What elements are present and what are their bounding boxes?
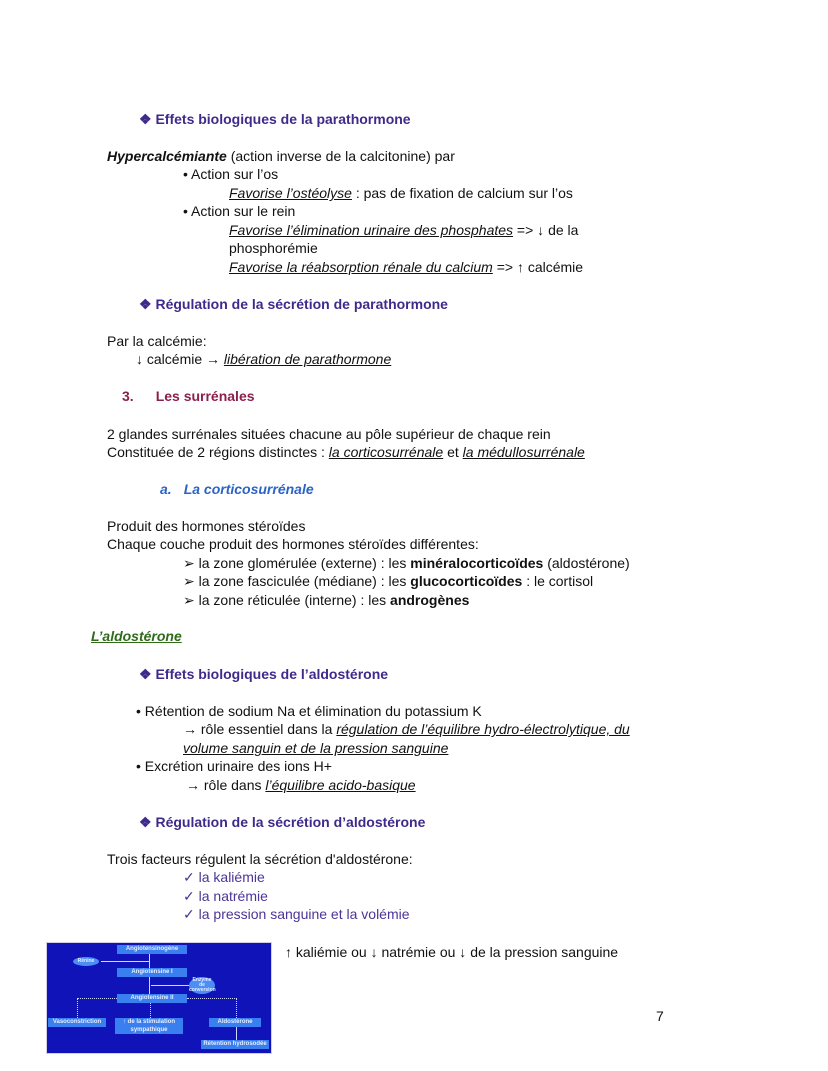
surrenales-line-1: 2 glandes surrénales situées chacune au pôle supérieur de chaque rein — [107, 426, 551, 442]
cortico-zone-glomerulee: ➢ la zone glomérulée (externe) : les minéralocorticoïdes (aldostérone) — [183, 555, 630, 571]
aldo-factor-kaliemie: ✓ la kaliémie — [183, 869, 265, 885]
pth-bullet-rein-detail-2: Favorise la réabsorption rénale du calcium => ↑ calcémie — [229, 259, 584, 275]
pth-intro: Hypercalcémiante (action inverse de la calcitonine) par — [107, 148, 455, 164]
heading-surrenales: 3. Les surrénales — [122, 388, 255, 404]
diagram-arrow — [236, 1027, 237, 1040]
diagram-angiotensinogene: Angiotensinogène — [117, 945, 187, 954]
diagram-arrow — [149, 977, 150, 994]
diagram-dotted-line — [77, 998, 78, 1018]
diamond-bullet-icon: ❖ — [139, 666, 152, 682]
heading-aldosterone: L’aldostérone — [91, 628, 182, 644]
heading-corticosurrenale: a. La corticosurrénale — [160, 481, 314, 497]
diagram-renine: Rénine — [73, 957, 99, 966]
aldo-factor-natremie: ✓ la natrémie — [183, 888, 268, 904]
diagram-dotted-line — [150, 1003, 151, 1018]
page-number: 7 — [656, 1008, 664, 1024]
heading-aldo-effects: ❖ Effets biologiques de l’aldostérone — [139, 666, 389, 682]
diagram-retention-hydrosodee: Rétention hydrosodée — [201, 1040, 269, 1049]
aldo-bullet-sodium: • Rétention de sodium Na et élimination du potassium K — [136, 703, 482, 719]
aldo-bullet-h-ions-detail: → rôle dans l’équilibre acido-basique — [186, 777, 416, 793]
aldo-trigger-text: ↑ kaliémie ou ↓ natrémie ou ↓ de la pression sanguine — [285, 944, 619, 960]
aldo-regulation-intro: Trois facteurs régulent la sécrétion d'aldostérone: — [107, 851, 413, 867]
diagram-arrow — [151, 985, 189, 986]
diagram-stimulation-sympathique: ↑ de la stimulation sympathique — [115, 1018, 183, 1034]
pth-regulation-line-2: ↓ calcémie → libération de parathormone — [136, 351, 392, 367]
diagram-dotted-line — [236, 998, 237, 1018]
diamond-bullet-icon: ❖ — [139, 814, 152, 830]
aldo-bullet-h-ions: • Excrétion urinaire des ions H+ — [136, 758, 332, 774]
diagram-enzyme-conversion: Enzyme de conversion — [189, 977, 216, 993]
diagram-angiotensine-1: Angiotensine I — [117, 968, 187, 977]
diagram-arrow — [149, 954, 150, 968]
surrenales-line-2: Constituée de 2 régions distinctes : la corticosurrénale et la médullosurrénale — [107, 444, 585, 460]
diamond-bullet-icon: ❖ — [139, 111, 152, 127]
heading-pth-effects: ❖ Effets biologiques de la parathormone — [139, 111, 411, 127]
cortico-zone-fasciculee: ➢ la zone fasciculée (médiane) : les glucocorticoïdes : le cortisol — [183, 573, 594, 589]
cortico-line-2: Chaque couche produit des hormones stéroïdes différentes: — [107, 536, 479, 552]
aldo-factor-pression: ✓ la pression sanguine et la volémie — [183, 906, 410, 922]
pth-bullet-os: • Action sur l’os — [183, 166, 279, 182]
aldo-bullet-sodium-detail: → rôle essentiel dans la régulation de l’équilibre hydro-électrolytique, du — [183, 721, 630, 737]
diamond-bullet-icon: ❖ — [139, 296, 152, 312]
diagram-dotted-line — [77, 998, 117, 999]
pth-bullet-rein-detail-1: Favorise l’élimination urinaire des phosphates => ↓ de la — [229, 222, 579, 238]
cortico-line-1: Produit des hormones stéroïdes — [107, 518, 306, 534]
diagram-arrow — [101, 961, 149, 962]
cortico-zone-reticulee: ➢ la zone réticulée (interne) : les androgènes — [183, 592, 470, 608]
pth-bullet-rein: • Action sur le rein — [183, 203, 296, 219]
heading-aldo-regulation: ❖ Régulation de la sécrétion d’aldostérone — [139, 814, 426, 830]
diagram-dotted-line — [187, 998, 237, 999]
aldo-bullet-sodium-detail-cont: volume sanguin et de la pression sanguine — [183, 740, 449, 756]
heading-pth-regulation: ❖ Régulation de la sécrétion de parathormone — [139, 296, 448, 312]
pth-regulation-line-1: Par la calcémie: — [107, 333, 207, 349]
diagram-angiotensine-2: Angiotensine II — [117, 994, 187, 1003]
diagram-vasoconstriction: Vasoconstriction — [48, 1018, 106, 1027]
renin-angiotensin-diagram — [46, 942, 272, 1054]
diagram-aldosterone: Aldostérone — [209, 1018, 261, 1027]
pth-bullet-os-detail: Favorise l’ostéolyse : pas de fixation de calcium sur l’os — [229, 185, 573, 201]
pth-bullet-rein-detail-1-cont: phosphorémie — [229, 240, 318, 256]
